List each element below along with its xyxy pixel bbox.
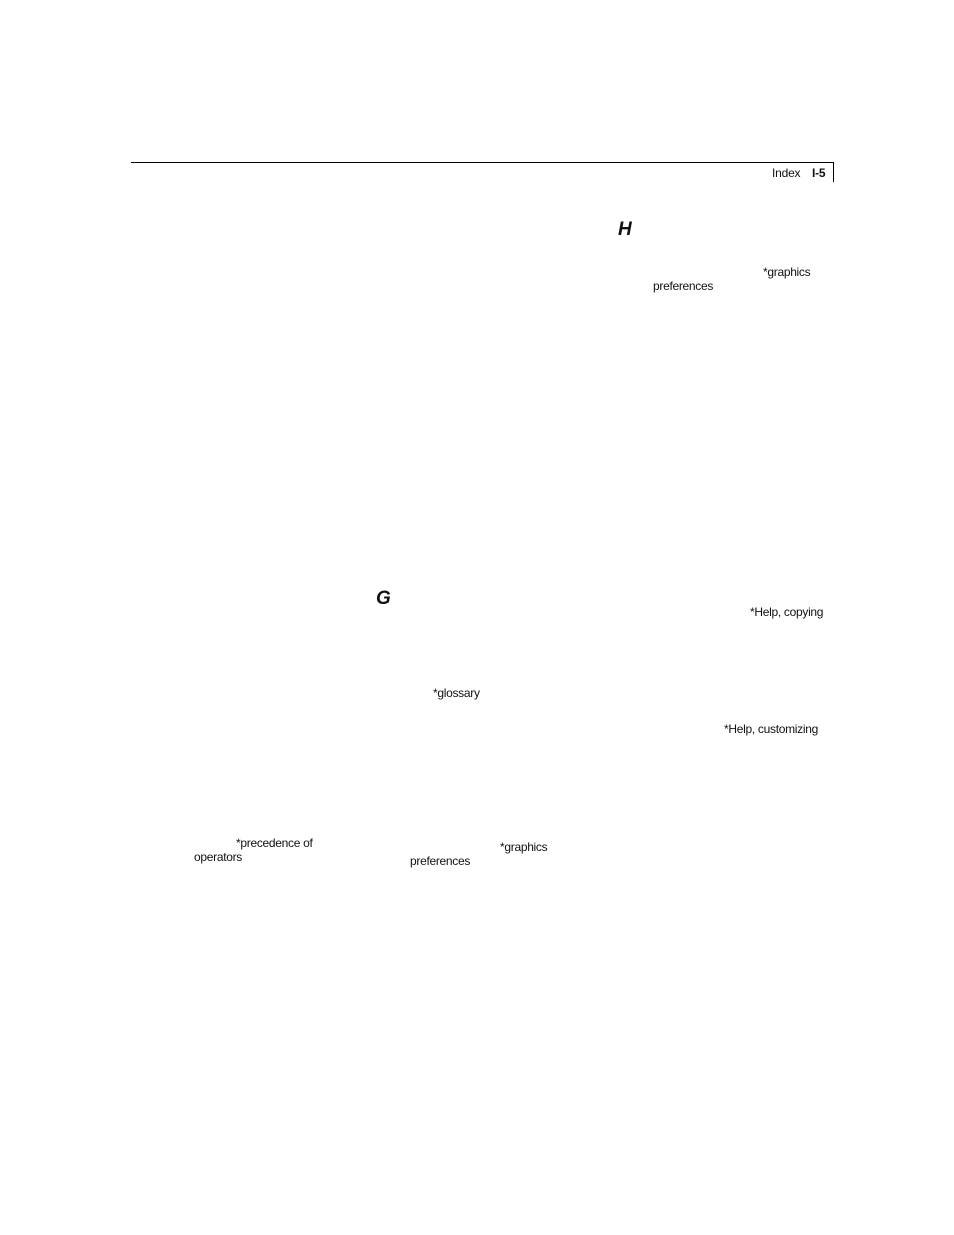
xref-help-customizing: *Help, customizing xyxy=(724,722,818,736)
xref-precedence-line1: *precedence of xyxy=(236,836,313,850)
xref-help-copying: *Help, copying xyxy=(750,605,824,619)
xref-graphics-preferences-h-line1: *graphics xyxy=(763,265,811,279)
xref-graphics-preferences-g-line2: preferences xyxy=(410,854,471,868)
xref-precedence-line2: operators xyxy=(194,850,242,864)
section-heading-h: H xyxy=(618,219,632,240)
xref-graphics-preferences-h-line2: preferences xyxy=(653,279,714,293)
running-head-label: Index xyxy=(772,166,801,180)
section-heading-g: G xyxy=(376,588,391,609)
xref-graphics-preferences-g-line1: *graphics xyxy=(500,840,548,854)
page-number: I-5 xyxy=(812,166,826,180)
xref-glossary: *glossary xyxy=(433,686,480,700)
header-side-rule xyxy=(833,162,834,182)
header-rule xyxy=(131,162,834,163)
